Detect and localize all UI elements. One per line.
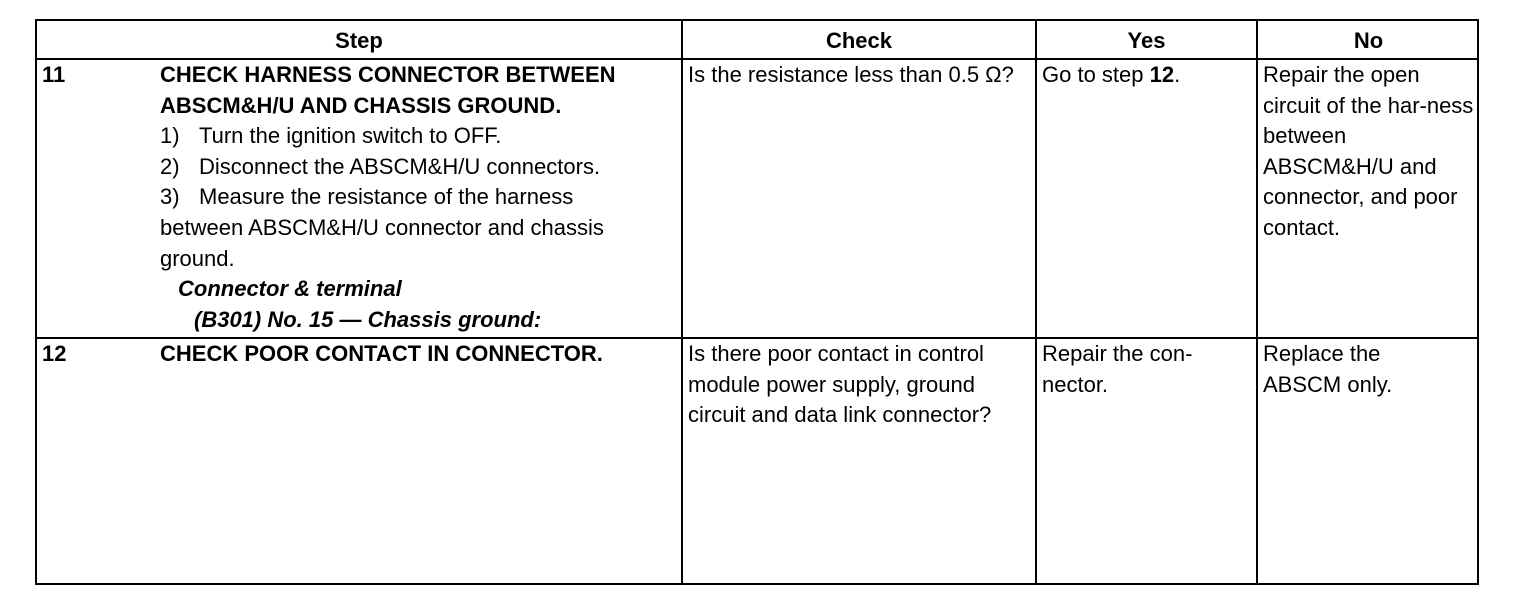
step-description [160, 60, 678, 335]
step-number: 11 [42, 62, 66, 87]
no-text: Repair the open circuit of the har-ness between ABSCM&H/U and connector, and poor contact. [1263, 62, 1474, 240]
column-divider [1256, 21, 1258, 583]
yes-text: Go to step 12. [1042, 62, 1181, 87]
substep-continuation: between ABSCM&H/U connector and chassis ground. [160, 214, 604, 271]
check-text: Is there poor contact in control module power supply, ground circuit and data link connector? [688, 341, 992, 428]
header-check: Check [825, 28, 893, 53]
step-title: ABSCM&H/U AND CHASSIS GROUND. [160, 92, 562, 118]
connector-terminal-label: Connector & terminal [178, 276, 402, 302]
step-number: 12 [42, 341, 67, 366]
no-text: Replace the ABSCM only. [1263, 341, 1393, 397]
check-text: Is the resistance less than 0.5 Ω? [688, 62, 1014, 87]
header-step: Step [335, 28, 383, 53]
step-title: CHECK POOR CONTACT IN CONNECTOR. [160, 341, 603, 366]
substep: 3) Measure the resistance of the harness [160, 184, 574, 210]
header-no: No [1353, 28, 1384, 53]
step-title: CHECK HARNESS CONNECTOR BETWEEN [160, 62, 616, 87]
column-divider [1035, 21, 1037, 583]
yes-text: Repair the con-nector. [1042, 341, 1193, 397]
substep: 1) Turn the ignition switch to OFF. [160, 123, 502, 149]
column-divider [681, 21, 683, 583]
connector-terminal-value: (B301) No. 15 — Chassis ground: [194, 306, 542, 332]
header-yes: Yes [1127, 28, 1166, 53]
substep: 2) Disconnect the ABSCM&H/U connectors. [160, 153, 601, 179]
diagnostic-table [35, 19, 1479, 585]
